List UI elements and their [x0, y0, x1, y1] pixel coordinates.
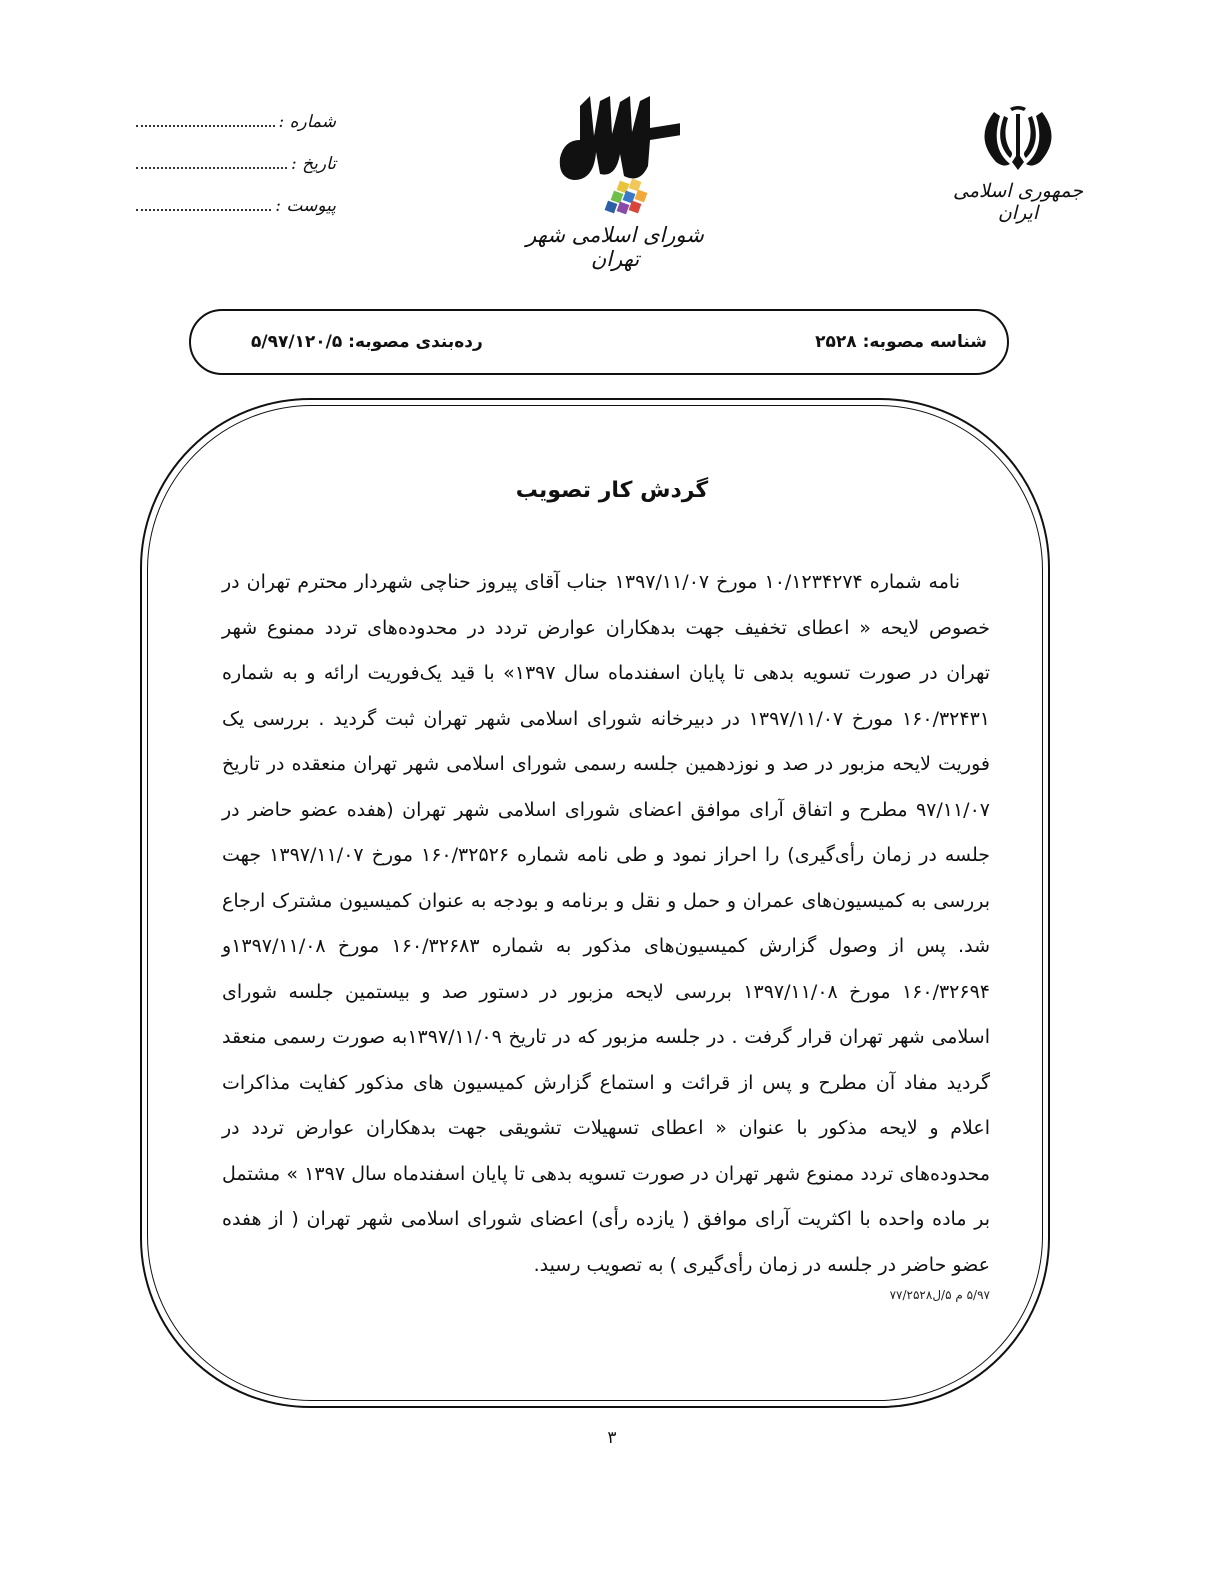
national-emblem — [948, 106, 1088, 224]
document-body — [222, 560, 990, 1288]
document-title: گردش کار تصویب — [515, 478, 709, 503]
page-number: ۳ — [607, 1428, 617, 1448]
resolution-classification: رده‌بندی مصوبه: ۵/۹۷/۱۲۰/۵ — [251, 332, 483, 352]
resolution-id: شناسه مصوبه: ۲۵۲۸ — [815, 332, 987, 352]
body-paragraph: نامه شماره ۱۰/۱۲۳۴۲۷۴ مورخ ۱۳۹۷/۱۱/۰۷ جناب آقای پیروز حناچی شهردار محترم تهران در خصوص لایحه « اعطای تخفیف جهت بدهکاران عوارض تردد در محدوده‌های تردد ممنوع شهر تهران در صورت تسویه بدهی تا پایان اسفندماه سال ۱۳۹۷» با قید یک‌فوریت ارائه و به شماره ۱۶۰/۳۲۴۳۱ مورخ ۱۳۹۷/۱۱/۰۷ در دبیرخانه شورای اسلامی شهر تهران ثبت گردید . بررسی یک فوریت لایحه مزبور در صد و نوزدهمین جلسه رسمی شورای اسلامی شهر تهران منعقده در تاریخ ۹۷/۱۱/۰۷ مطرح و اتفاق آرای موافق اعضای شورای اسلامی شهر تهران (هفده عضو حاضر در جلسه در زمان رأی‌گیری) را احراز نمود و طی نامه شماره ۱۶۰/۳۲۵۲۶ مورخ ۱۳۹۷/۱۱/۰۷ جهت بررسی به کمیسیون‌های عمران و حمل و نقل و برنامه و بودجه به عنوان کمیسیون مشترک ارجاع شد. پس از وصول گزارش کمیسیون‌های مذکور به شماره ۱۶۰/۳۲۶۸۳ مورخ ۱۳۹۷/۱۱/۰۸و ۱۶۰/۳۲۶۹۴ مورخ ۱۳۹۷/۱۱/۰۸ بررسی لایحه مزبور در دستور صد و بیستمین جلسه شورای اسلامی شهر تهران قرار گرفت . در جلسه مزبور که در تاریخ ۱۳۹۷/۱۱/۰۹به صورت رسمی منعقد گردید مفاد آن مطرح و پس از قرائت و استماع گزارش کمیسیون های مذکور کفایت مذاکرات اعلام و لایحه مذکور با عنوان « اعطای تسهیلات تشویقی جهت بدهکاران عوارض تردد در محدوده‌های تردد ممنوع شهر تهران در صورت تسویه بدهی تا پایان اسفندماه سال ۱۳۹۷ » مشتمل بر ماده واحده با اکثریت آرای موافق ( یازده رأی) اعضای شورای اسلامی شهر تهران ( از هفده عضو حاضر در جلسه در زمان رأی‌گیری ) به تصویب رسید. — [222, 571, 991, 1276]
form-row-attachment — [136, 196, 336, 238]
emblem-text: جمهوری اسلامی ایران — [953, 180, 1083, 224]
letter-form-fields — [136, 112, 336, 238]
number-label: شماره : — [278, 112, 336, 132]
date-field — [136, 157, 287, 169]
form-row-number — [136, 112, 336, 154]
tehran-city-council-logo — [520, 96, 710, 271]
council-logo-text: شورای اسلامی شهر تهران — [526, 223, 704, 271]
reference-code: ۵/۹۷ م ۵/ل۷۷/۲۵۲۸ — [889, 1288, 990, 1302]
form-row-date — [136, 154, 336, 196]
number-field — [136, 115, 275, 127]
attachment-label: پیوست : — [275, 196, 336, 216]
date-label: تاریخ : — [291, 154, 336, 174]
resolution-id-bar — [189, 309, 1009, 375]
attachment-field — [136, 199, 271, 211]
council-emblem-icon — [550, 96, 680, 221]
iran-emblem-icon — [980, 106, 1056, 170]
